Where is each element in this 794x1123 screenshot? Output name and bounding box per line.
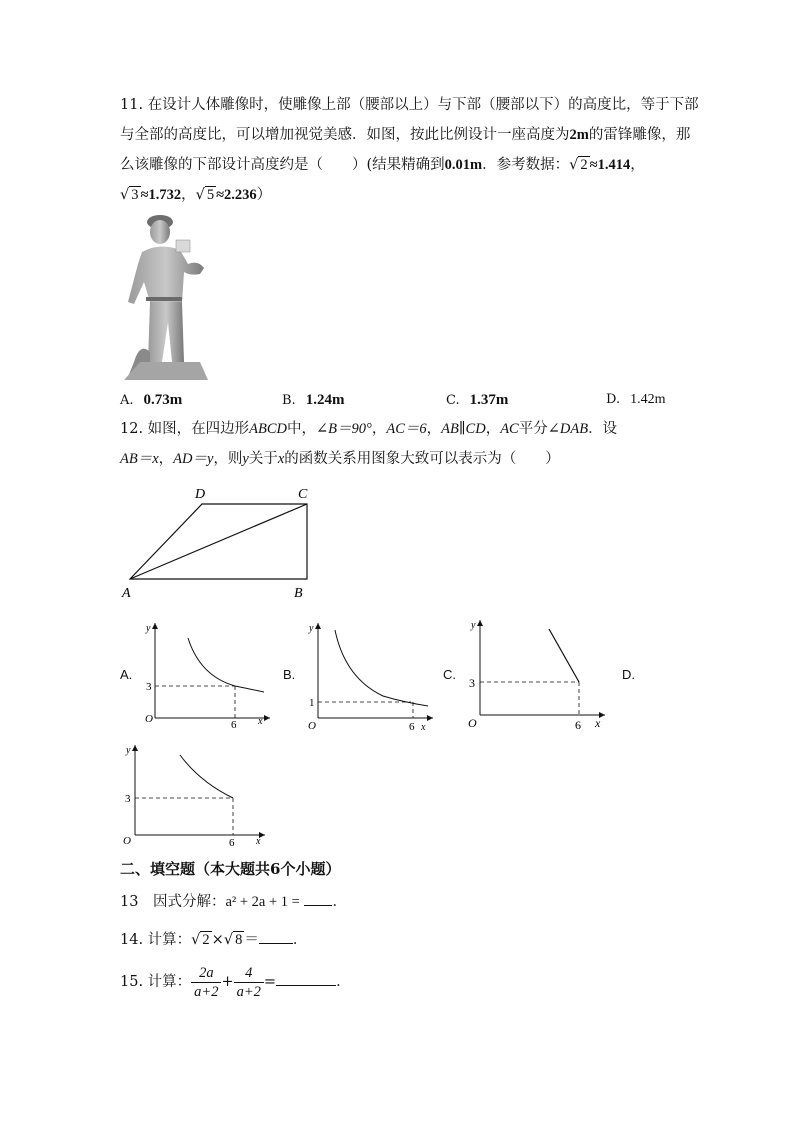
q14-answer-blank[interactable] <box>259 929 293 944</box>
svg-text:O: O <box>145 713 153 725</box>
svg-text:y: y <box>126 745 131 756</box>
svg-text:x: x <box>421 722 426 733</box>
q11-line-1: 11. 在设计人体雕像时，使雕像上部（腰部以上）与下部（腰部以下）的高度比，等于下部 <box>120 97 699 113</box>
q15: 15. 计算： $\frac{2a}{a+2}$ + $\frac{4}{a+2}$ = ． <box>120 964 351 1000</box>
graph-d <box>120 740 270 850</box>
q15-answer-blank[interactable] <box>276 971 336 986</box>
svg-text:O: O <box>308 720 316 732</box>
sqrt-2: √ 2 <box>569 157 588 173</box>
statue-image <box>120 212 210 382</box>
svg-text:1: 1 <box>309 697 315 709</box>
svg-text:3: 3 <box>469 676 475 690</box>
q12-line-2: AB＝x，AD＝y，则y关于x的函数关系用图象大致可以表示为（ ） <box>120 451 560 467</box>
q11-line-4: √ 3 ≈1.732，√ 5 ≈2.236） <box>120 187 272 203</box>
q11-line-2: 与全部的高度比，可以增加视觉美感．如图，按此比例设计一座高度为2m的雷锋雕像，那 <box>120 127 691 143</box>
svg-text:x: x <box>595 716 601 730</box>
svg-text:x: x <box>258 716 263 727</box>
svg-text:6: 6 <box>409 721 415 733</box>
q13: 13 因式分解：a² + 2a + 1 = ． <box>120 891 347 912</box>
svg-text:6: 6 <box>575 718 581 730</box>
svg-text:y: y <box>146 623 151 634</box>
graph-option-d[interactable]: D. <box>622 667 635 682</box>
graph-option-b[interactable]: B. <box>283 667 296 682</box>
q14: 14. 计算：√ 2 ×√ 8 ＝ ． <box>120 929 307 950</box>
svg-text:x: x <box>256 836 261 847</box>
vertex-b: B <box>294 586 303 601</box>
sqrt-5: √ 5 <box>195 187 215 203</box>
svg-text:y: y <box>471 620 476 631</box>
svg-text:O: O <box>468 716 477 730</box>
sqrt-8: √ 8 <box>223 932 243 948</box>
q13-answer-blank[interactable] <box>304 891 332 906</box>
svg-text:6: 6 <box>229 837 235 849</box>
graph-option-c[interactable]: C. <box>443 667 456 682</box>
svg-text:O: O <box>123 835 131 847</box>
fraction-1: $\frac{2a}{a+2}$ <box>191 964 221 1001</box>
q11-option-d[interactable]: D. 1.42m <box>606 392 666 407</box>
q12-line-1: 12. 如图，在四边形ABCD中，∠B＝90°，AC＝6，AB∥CD，AC平分∠DAB．设 <box>120 421 618 437</box>
q11-option-a[interactable]: A. 0.73m <box>120 392 183 408</box>
sqrt-3: √ 3 <box>120 187 139 203</box>
graph-option-a[interactable]: A. <box>120 667 133 682</box>
q11-option-c[interactable]: C. 1.37m <box>446 392 509 408</box>
section-heading: 二、填空题（本大题共6个小题） <box>120 860 341 878</box>
svg-text:3: 3 <box>125 793 131 805</box>
svg-text:6: 6 <box>231 719 237 730</box>
sqrt-2-b: √ 2 <box>191 932 210 948</box>
q11-option-b[interactable]: B. 1.24m <box>282 392 345 408</box>
svg-text:3: 3 <box>146 681 152 693</box>
vertex-c: C <box>298 487 308 502</box>
quadrilateral-figure <box>120 482 320 602</box>
graph-a <box>140 618 275 730</box>
q11-line-3: 么该雕像的下部设计高度约是（ ）(结果精确到0.01m．参考数据：√ 2 ≈1.414， <box>120 157 645 173</box>
vertex-d: D <box>195 487 206 502</box>
fraction-2: $\frac{4}{a+2}$ <box>234 964 264 1001</box>
svg-text:y: y <box>309 623 314 634</box>
height-2m: 2m <box>569 127 589 143</box>
graph-c <box>465 615 610 730</box>
vertex-a: A <box>122 586 131 601</box>
graph-b <box>303 618 438 733</box>
